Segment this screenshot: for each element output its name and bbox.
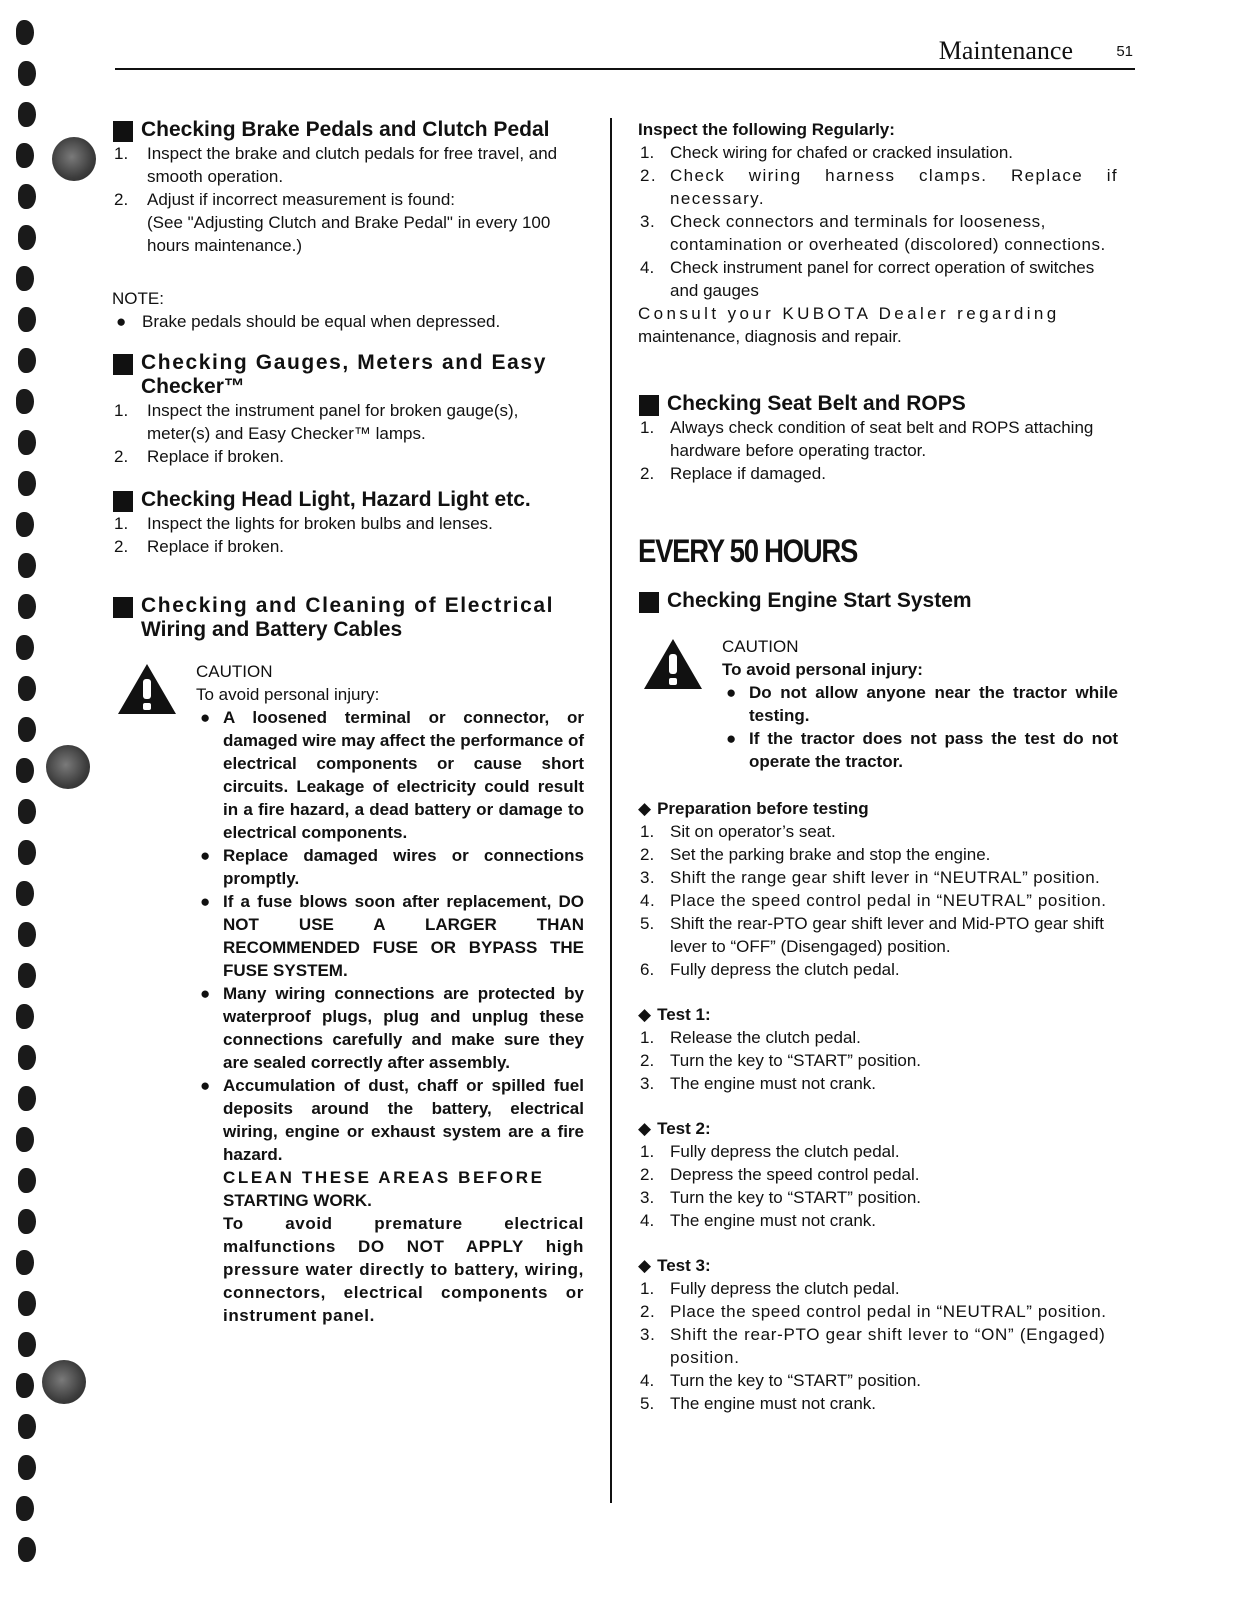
list-item: ● Do not allow anyone near the tractor while testing. (726, 683, 1118, 725)
column-divider (610, 118, 612, 1503)
list-item: ● Accumulation of dust, chaff or spilled fuel deposits around the battery, electrical wiring, engine or exhaust system are a fire hazard. CLEAN THESE AREAS BEFORE STARTING WORK. To avoid premature electrical malfunctions DO NOT APPLY high pressure water directly to battery, wiring, connectors, electrical components or instrument panel. (200, 1076, 584, 1325)
gauges-heading: Checking Gauges, Meters and Easy Checker™ (112, 351, 584, 399)
list-item: ● Brake pedals should be equal when depressed. (116, 312, 501, 331)
seatbelt-heading: Checking Seat Belt and ROPS (638, 392, 1118, 416)
heading-square-icon (639, 395, 659, 416)
bullet-icon: ● (200, 984, 211, 1003)
binding-hole (18, 840, 36, 865)
list-item: 1. Release the clutch pedal. (640, 1028, 861, 1047)
binding-hole (18, 1291, 36, 1316)
clean-line: CLEAN THESE AREAS BEFORE (223, 1168, 545, 1187)
binding-hole (18, 1045, 36, 1070)
list-item: 2. Check wiring harness clamps. Replace if necessary. (640, 166, 1118, 208)
list-item: 6. Fully depress the clutch pedal. (640, 960, 900, 979)
list-item: 2. Replace if broken. (114, 447, 285, 466)
list-item: 1. Sit on operator’s seat. (640, 822, 836, 841)
binding-hole (18, 676, 36, 701)
test3-list (638, 1277, 1118, 1415)
note-label: NOTE: (112, 289, 164, 308)
page-header (115, 34, 1135, 70)
binding-hole (18, 553, 36, 578)
binding-hole (18, 61, 36, 86)
prep-heading: ◆ Preparation before testing (638, 799, 869, 818)
list-item: 3. Shift the range gear shift lever in “NEUTRAL” position. (640, 868, 1101, 887)
caution-title: CAUTION (722, 637, 799, 656)
left-column (112, 118, 584, 1327)
binding-hole (18, 1168, 36, 1193)
binding-hole (16, 881, 34, 906)
list-item: 4. The engine must not crank. (640, 1211, 877, 1230)
list-item: ● If a fuse blows soon after replacement, DO NOT USE A LARGER THAN RECOMMENDED FUSE OR BYPASS THE FUSE SYSTEM. (200, 892, 584, 980)
inspect-list (638, 141, 1118, 302)
list-item: 5. The engine must not crank. (640, 1394, 877, 1413)
binding-hole (18, 1209, 36, 1234)
list-item: 3. Shift the rear-PTO gear shift lever to “ON” (Engaged) position. (640, 1325, 1106, 1367)
binding-hole (18, 1414, 36, 1439)
binding-hole (18, 1537, 36, 1562)
binding-hole (16, 1250, 34, 1275)
caution-lead: To avoid personal injury: (196, 685, 380, 704)
bullet-icon: ● (116, 312, 127, 331)
binding-hole (16, 1373, 34, 1398)
list-item: 1. Inspect the brake and clutch pedals for free travel, and smooth operation. (114, 144, 558, 186)
diamond-icon: ◆ (638, 799, 652, 818)
header-title: Maintenance (938, 36, 1073, 65)
clean-line-2: STARTING WORK. (223, 1191, 372, 1210)
binding-hole (18, 225, 36, 250)
consult-text: Consult your KUBOTA Dealer regarding maintenance, diagnosis and repair. (638, 304, 1060, 346)
caution-title: CAUTION (196, 662, 273, 681)
heading-square-icon (113, 597, 133, 618)
binding-hole (18, 348, 36, 373)
wiring-caution (112, 660, 584, 1327)
list-item: 3. Check connectors and terminals for looseness, contamination or overheated (discolored) connections. (640, 212, 1106, 254)
binding-hole (18, 184, 36, 209)
binding-hole (18, 963, 36, 988)
binding-hole (18, 922, 36, 947)
bullet-icon: ● (200, 708, 211, 727)
binding-hole (18, 471, 36, 496)
binding-hole (16, 1127, 34, 1152)
test2-list (638, 1140, 1118, 1232)
binding-hole (16, 143, 34, 168)
list-item: 2. Replace if damaged. (640, 464, 826, 483)
binding-hole (16, 266, 34, 291)
gauges-list (112, 399, 584, 468)
diamond-icon: ◆ (638, 1119, 652, 1138)
binding-hole (18, 430, 36, 455)
list-item: ● A loosened terminal or connector, or damaged wire may affect the performance of electrical components or cause short circuits. Leakage of electricity could result in a fire hazard, a dead battery or damage to electrical components. (200, 708, 584, 842)
brake-heading: Checking Brake Pedals and Clutch Pedal (112, 118, 584, 142)
list-item: ● Replace damaged wires or connections promptly. (200, 846, 584, 888)
list-item: 2. Turn the key to “START” position. (640, 1051, 921, 1070)
list-item: 4. Turn the key to “START” position. (640, 1371, 921, 1390)
binding-hole (18, 1455, 36, 1480)
list-item: 3. Turn the key to “START” position. (640, 1188, 921, 1207)
list-item: 2. Replace if broken. (114, 537, 285, 556)
inspect-label: Inspect the following Regularly: (638, 120, 895, 139)
list-item: 1. Fully depress the clutch pedal. (640, 1279, 900, 1298)
engine-start-heading: Checking Engine Start System (638, 589, 1118, 613)
list-item: 4. Place the speed control pedal in “NEUTRAL” position. (640, 891, 1107, 910)
test1-list (638, 1026, 1118, 1095)
test1-heading: ◆ Test 1: (638, 1005, 711, 1024)
heading-square-icon (113, 491, 133, 512)
list-item: 1. Inspect the lights for broken bulbs and lenses. (114, 514, 493, 533)
test3-heading: ◆ Test 3: (638, 1256, 711, 1275)
wiring-heading: Checking and Cleaning of Electrical Wiring and Battery Cables (112, 594, 584, 642)
binding-hole (16, 512, 34, 537)
diamond-icon: ◆ (638, 1005, 652, 1024)
binding-hole (16, 1004, 34, 1029)
list-item: 1. Check wiring for chafed or cracked insulation. (640, 143, 1013, 162)
test2-heading: ◆ Test 2: (638, 1119, 711, 1138)
list-item: 2. Place the speed control pedal in “NEUTRAL” position. (640, 1302, 1107, 1321)
heading-square-icon (113, 354, 133, 375)
list-item: 2. Set the parking brake and stop the engine. (640, 845, 991, 864)
binding-hole (18, 102, 36, 127)
prep-list (638, 820, 1118, 981)
page-number: 51 (1116, 43, 1133, 60)
binding-hole (16, 758, 34, 783)
diamond-icon: ◆ (638, 1256, 652, 1275)
list-item: 2. Adjust if incorrect measurement is found: (See "Adjusting Clutch and Brake Pedal" in every 100 hours maintenance.) (114, 190, 551, 255)
inspect-block (638, 118, 1118, 348)
warning-triangle-icon (116, 662, 178, 716)
binding-hole (18, 717, 36, 742)
bullet-icon: ● (726, 683, 737, 702)
lights-heading: Checking Head Light, Hazard Light etc. (112, 488, 584, 512)
every-50-hours-heading: EVERY 50 HOURS (638, 533, 858, 569)
note-bullets (112, 310, 584, 333)
heading-square-icon (639, 592, 659, 613)
binding-hole (18, 1332, 36, 1357)
caution-bullets (196, 706, 584, 1327)
list-item: ● Many wiring connections are protected by waterproof plugs, plug and unplug these connections carefully and make sure they are sealed correctly after assembly. (200, 984, 584, 1072)
caution-lead: To avoid personal injury: (722, 660, 923, 679)
binding-hole (18, 799, 36, 824)
binding-hole (18, 1086, 36, 1111)
final-paragraph: To avoid premature electrical malfunctions DO NOT APPLY high pressure water directly to battery, wiring, connectors, electrical components or instrument panel. (223, 1214, 584, 1325)
caution-bullets (722, 681, 1118, 773)
punch-hole-middle (46, 745, 90, 789)
heading-square-icon (113, 121, 133, 142)
seatbelt-list (638, 416, 1118, 485)
list-item: 2. Depress the speed control pedal. (640, 1165, 920, 1184)
punch-hole-bottom (42, 1360, 86, 1404)
binding-hole (16, 20, 34, 45)
binding-hole (16, 1496, 34, 1521)
brake-list (112, 142, 584, 257)
engine-caution (638, 635, 1118, 773)
list-item: 5. Shift the rear-PTO gear shift lever and Mid-PTO gear shift lever to “OFF” (Disengaged) position. (640, 914, 1104, 956)
bullet-icon: ● (726, 729, 737, 748)
lights-list (112, 512, 584, 558)
list-item: ● If the tractor does not pass the test do not operate the tractor. (726, 729, 1118, 771)
punch-hole-top (52, 137, 96, 181)
warning-triangle-icon (642, 637, 704, 691)
binding-hole (18, 307, 36, 332)
list-item: 1. Fully depress the clutch pedal. (640, 1142, 900, 1161)
binding-hole (16, 389, 34, 414)
binding-edge (8, 0, 48, 1600)
list-item: 1. Always check condition of seat belt and ROPS attaching hardware before operating tractor. (640, 418, 1094, 460)
binding-hole (18, 594, 36, 619)
list-item: 4. Check instrument panel for correct operation of switches and gauges (640, 258, 1095, 300)
bullet-icon: ● (200, 1076, 211, 1095)
bullet-icon: ● (200, 846, 211, 865)
list-item: 1. Inspect the instrument panel for broken gauge(s), meter(s) and Easy Checker™ lamps. (114, 401, 519, 443)
binding-hole (16, 635, 34, 660)
list-item: 3. The engine must not crank. (640, 1074, 877, 1093)
right-column (638, 118, 1118, 1415)
bullet-icon: ● (200, 892, 211, 911)
